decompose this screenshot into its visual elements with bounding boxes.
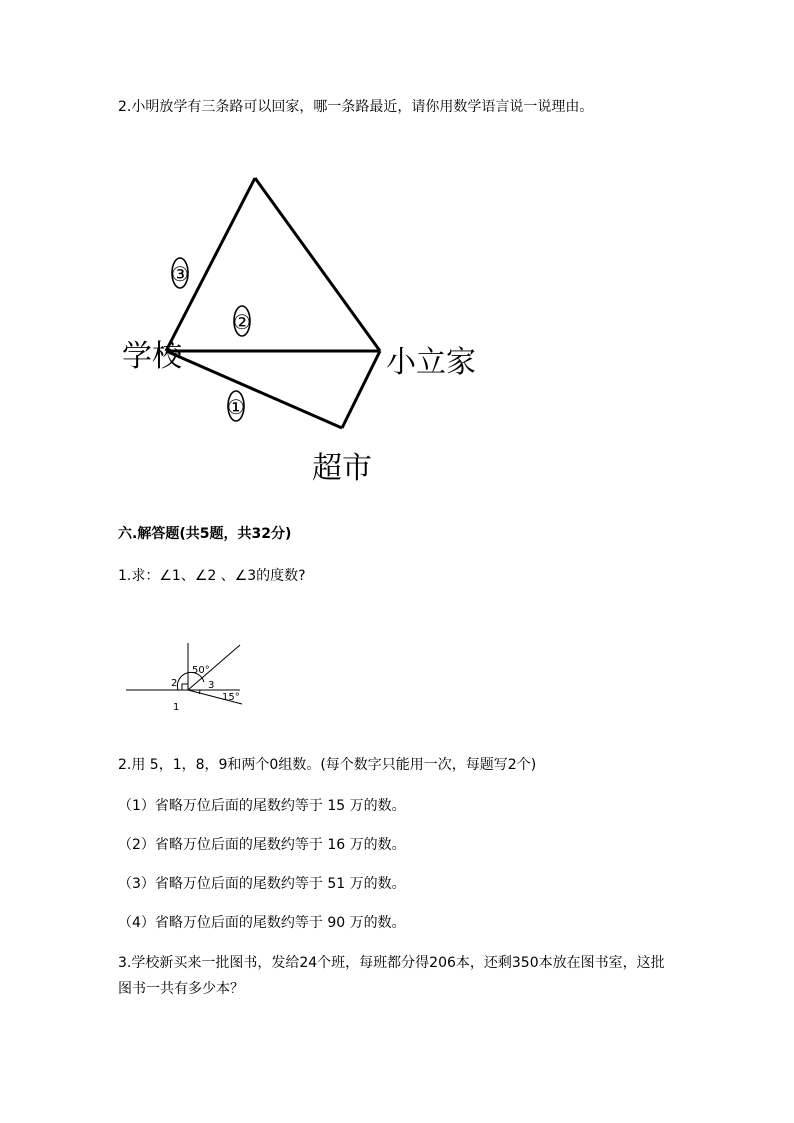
upper-slant-ray: [188, 645, 240, 690]
lower-slant-ray: [188, 690, 242, 704]
angle-15-label: 15°: [222, 692, 240, 703]
angle-arc-lower: [199, 690, 200, 694]
angle-arc: [177, 672, 204, 690]
question-2-item-1: （1）省略万位后面的尾数约等于 15 万的数。: [118, 798, 406, 814]
angle-2-label: 2: [171, 678, 178, 689]
angle-3-label: 3: [208, 680, 215, 691]
question-2-item-2: （2）省略万位后面的尾数约等于 16 万的数。: [118, 837, 406, 853]
route-3-circle: [172, 258, 188, 288]
route-3-upper-left: [166, 178, 255, 351]
question-2-item-4: （4）省略万位后面的尾数约等于 90 万的数。: [118, 915, 406, 931]
route-1-market-to-home: [342, 351, 380, 428]
route-1-label: ①: [227, 395, 245, 419]
route-1-circle: [228, 391, 244, 421]
section-6-title: 六.解答题(共5题，共32分): [118, 526, 292, 542]
label-school: 学校: [122, 339, 182, 374]
question-2-numbers: 2.用 5，1，8，9和两个0组数。(每个数字只能用一次，每题写2个): [118, 757, 537, 773]
question-2-item-3: （3）省略万位后面的尾数约等于 51 万的数。: [118, 876, 406, 892]
label-home: 小立家: [386, 345, 476, 380]
right-angle-mark: [182, 684, 188, 690]
angle-1-label: 1: [173, 702, 180, 713]
route-3-upper-right: [255, 178, 380, 351]
question-2-route: 2.小明放学有三条路可以回家，哪一条路最近，请你用数学语言说一说理由。: [118, 99, 594, 115]
question-1: 1.求：∠1、∠2 、∠3的度数?: [118, 568, 306, 584]
route-1-to-market: [166, 351, 342, 428]
angle-50-label: 50°: [192, 665, 210, 676]
route-3-label: ③: [171, 262, 189, 286]
label-market: 超市: [312, 451, 372, 486]
question-3: 3.学校新买来一批图书，发给24个班，每班都分得206本，还剩350本放在图书室，这批图书一共有多少本？: [118, 955, 665, 997]
route-2-label: ②: [233, 310, 251, 334]
route-2-circle: [234, 306, 250, 336]
